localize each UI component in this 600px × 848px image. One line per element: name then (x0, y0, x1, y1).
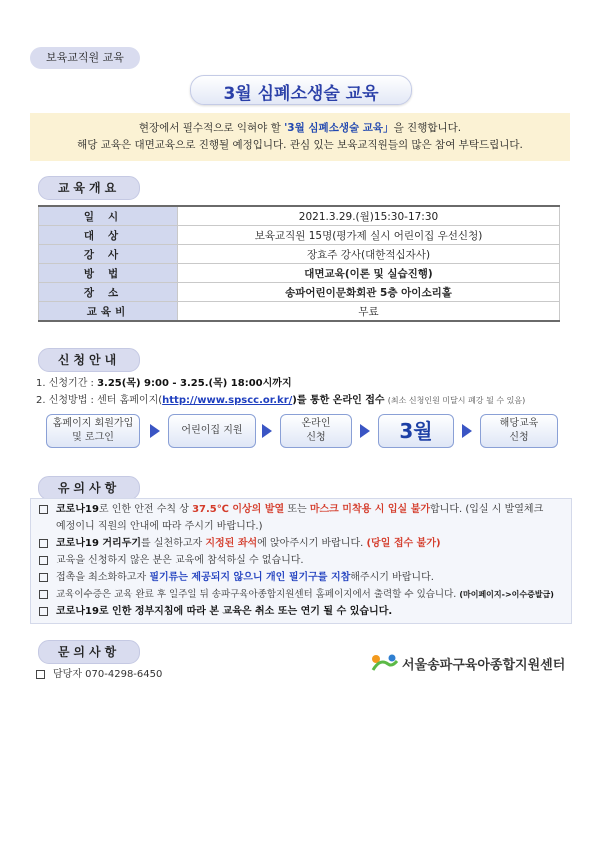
table-row (39, 206, 560, 226)
intro-box (30, 113, 570, 161)
caution-item-6: 코로나19로 인한 정부지침에 따라 본 교육은 취소 또는 연기 될 수 있습니다. (39, 603, 392, 620)
caution-item-5: 교육이수증은 교육 완료 후 일주일 뒤 송파구육아종합지원센터 홈페이지에서 출력할 수 있습니다. (마이페이지->이수증발급) (39, 586, 554, 603)
center-name: 서울송파구육아종합지원센터 (402, 658, 566, 673)
row-value: 송파어린이문화회관 5층 아이소리홀 (178, 283, 560, 302)
caution-item-3: 교육을 신청하지 않은 분은 교육에 참석하실 수 없습니다. (39, 552, 304, 569)
square-bullet-icon (39, 505, 48, 514)
step-course-apply: 해당교육 신청 (480, 414, 558, 448)
cautions-box (30, 498, 572, 624)
contact-heading: 문의사항 (38, 640, 140, 664)
row-key: 방법 (39, 264, 178, 283)
row-value: 보육교직원 15명(평가제 실시 어린이집 우선신청) (178, 226, 560, 245)
caution-item-1: 코로나19로 인한 안전 수칙 상 37.5℃ 이상의 발열 또는 마스크 미착용 시 입실 불가합니다. (입실 시 발열체크 (39, 501, 543, 518)
caution-item-2: 코로나19 거리두기를 실천하고자 지정된 좌석에 앉아주시기 바랍니다. (당일 접수 불가) (39, 535, 441, 552)
caution-item-4: 접촉을 최소화하고자 필기류는 제공되지 않으니 개인 필기구를 지참해주시기 바랍니다. (39, 569, 434, 586)
arrow-right-icon (150, 424, 160, 438)
homepage-link[interactable]: http://www.spscc.or.kr/ (162, 395, 293, 406)
cautions-heading: 유의사항 (38, 476, 140, 500)
row-key: 강사 (39, 245, 178, 264)
table-row (39, 245, 560, 264)
arrow-right-icon (360, 424, 370, 438)
step-daycare-support: 어린이집 지원 (168, 414, 256, 448)
contact-line: 담당자 070-4298-6450 (36, 666, 162, 683)
center-logo-icon (370, 652, 400, 674)
step-signup: 홈페이지 회원가입 및 로그인 (46, 414, 140, 448)
title-banner (190, 75, 412, 105)
overview-heading: 교육개요 (38, 176, 140, 200)
page-title: 3월 심폐소생술 교육 (223, 84, 379, 104)
square-bullet-icon (39, 573, 48, 582)
overview-table (38, 205, 560, 322)
table-row (39, 302, 560, 322)
table-row (39, 283, 560, 302)
row-key: 교육비 (39, 302, 178, 322)
arrow-right-icon (462, 424, 472, 438)
row-key: 대상 (39, 226, 178, 245)
apply-period: 1. 신청기간 : 3.25(목) 9:00 - 3.25.(목) 18:00시까지 (36, 378, 292, 389)
apply-method: 2. 신청방법 : 센터 홈페이지(http://www.spscc.or.kr/)를 통한 온라인 접수 (최소 신청인원 미달시 폐강 될 수 있음) (36, 395, 526, 406)
square-bullet-icon (39, 607, 48, 616)
row-value: 2021.3.29.(월)15:30-17:30 (178, 206, 560, 226)
arrow-right-icon (262, 424, 272, 438)
row-key: 일시 (39, 206, 178, 226)
row-value: 장효주 강사(대한적십자사) (178, 245, 560, 264)
center-logo (370, 652, 580, 674)
table-row (39, 226, 560, 245)
intro-line-2: 해당 교육은 대면교육으로 진행될 예정입니다. 관심 있는 보육교직원들의 많은 참여 부탁드립니다. (77, 139, 523, 151)
intro-line-1: 현장에서 필수적으로 익혀야 할 '3월 심폐소생술 교육」을 진행합니다. (138, 122, 462, 134)
step-month: 3월 (378, 414, 454, 448)
step-online-apply: 온라인 신청 (280, 414, 352, 448)
table-row (39, 264, 560, 283)
row-value: 대면교육(이론 및 실습진행) (178, 264, 560, 283)
square-bullet-icon (36, 670, 45, 679)
row-key: 장소 (39, 283, 178, 302)
row-value: 무료 (178, 302, 560, 322)
square-bullet-icon (39, 539, 48, 548)
square-bullet-icon (39, 590, 48, 599)
category-tag: 보육교직원 교육 (30, 47, 140, 69)
square-bullet-icon (39, 556, 48, 565)
apply-heading: 신청안내 (38, 348, 140, 372)
caution-item-1-cont: 예정이니 직원의 안내에 따라 주시기 바랍니다.) (56, 521, 263, 532)
